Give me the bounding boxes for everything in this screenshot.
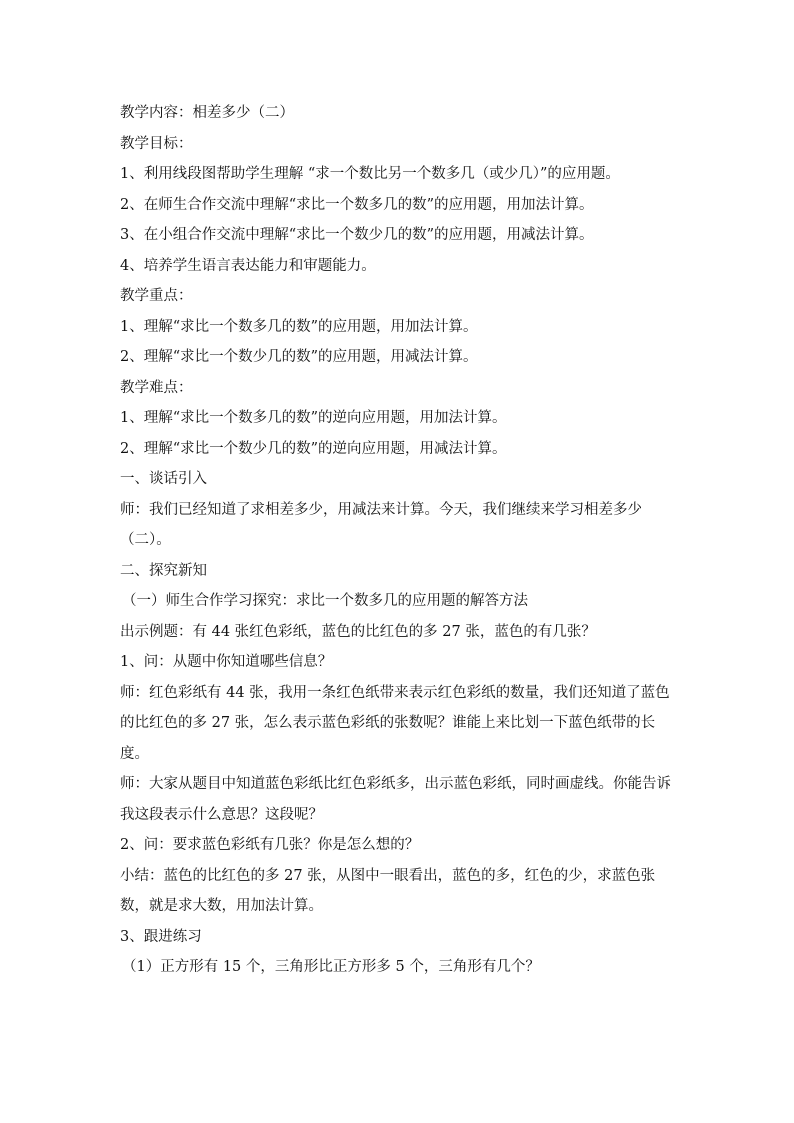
teacher-paragraph-2: 师：大家从题目中知道蓝色彩纸比红色彩纸多，出示蓝色彩纸，同时画虚线。你能告诉我这段表示什么意思？这段呢？ — [120, 776, 671, 823]
follow-up-heading: 3、跟进练习 — [120, 928, 202, 945]
lesson-content-heading: 教学内容：相差多少（二） — [120, 105, 294, 121]
intro-paragraph: 师：我们已经知道了求相差多少，用减法来计算。今天，我们继续来学习相差多少（二）。 — [120, 501, 642, 548]
section-intro-heading: 一、谈话引入 — [120, 471, 207, 487]
summary-paragraph: 小结：蓝色的比红色的多 27 张，从图中一眼看出，蓝色的多，红色的少，求蓝色张数，就是求大数，用加法计算。 — [120, 867, 656, 914]
key-points-heading: 教学重点： — [120, 288, 193, 304]
subsection-heading-1: （一）师生合作学习探究：求比一个数多几的应用题的解答方法 — [122, 593, 528, 609]
objective-item-1: 1、利用线段图帮助学生理解 “求一个数比另一个数多几（或少几）”的应用题。 — [120, 166, 620, 182]
question-1: 1、问：从题中你知道哪些信息？ — [120, 654, 333, 670]
objectives-heading: 教学目标： — [120, 135, 193, 152]
difficulty-item-2: 2、理解“求比一个数少几的数”的逆向应用题，用减法计算。 — [120, 440, 507, 457]
key-point-item-2: 2、理解“求比一个数少几的数”的应用题，用减法计算。 — [120, 349, 478, 365]
objective-item-2: 2、在师生合作交流中理解“求比一个数多几的数”的应用题，用加法计算。 — [120, 196, 594, 213]
example-problem: 出示例题：有 44 张红色彩纸，蓝色的比红色的多 27 张，蓝色的有几张？ — [120, 623, 596, 640]
section-explore-heading: 二、探究新知 — [120, 562, 207, 579]
question-2: 2、问：要求蓝色彩纸有几张？你是怎么想的？ — [120, 837, 420, 853]
objective-item-4: 4、培养学生语言表达能力和审题能力。 — [120, 257, 376, 274]
difficulty-item-1: 1、理解“求比一个数多几的数”的逆向应用题，用加法计算。 — [120, 410, 507, 426]
lesson-plan-body — [120, 98, 680, 983]
objective-item-3: 3、在小组合作交流中理解“求比一个数少几的数”的应用题，用减法计算。 — [120, 227, 594, 243]
key-point-item-1: 1、理解“求比一个数多几的数”的应用题，用加法计算。 — [120, 318, 478, 335]
teacher-paragraph-1: 师：红色彩纸有 44 张，我用一条红色纸带来表示红色彩纸的数量，我们还知道了蓝色的比红色的多 27 张，怎么表示蓝色彩纸的张数呢？谁能上来比划一下蓝色纸带的长度。 — [120, 684, 670, 762]
difficulties-heading: 教学难点： — [120, 379, 193, 396]
exercise-item-1: （1）正方形有 15 个，三角形比正方形多 5 个，三角形有几个？ — [122, 959, 540, 975]
